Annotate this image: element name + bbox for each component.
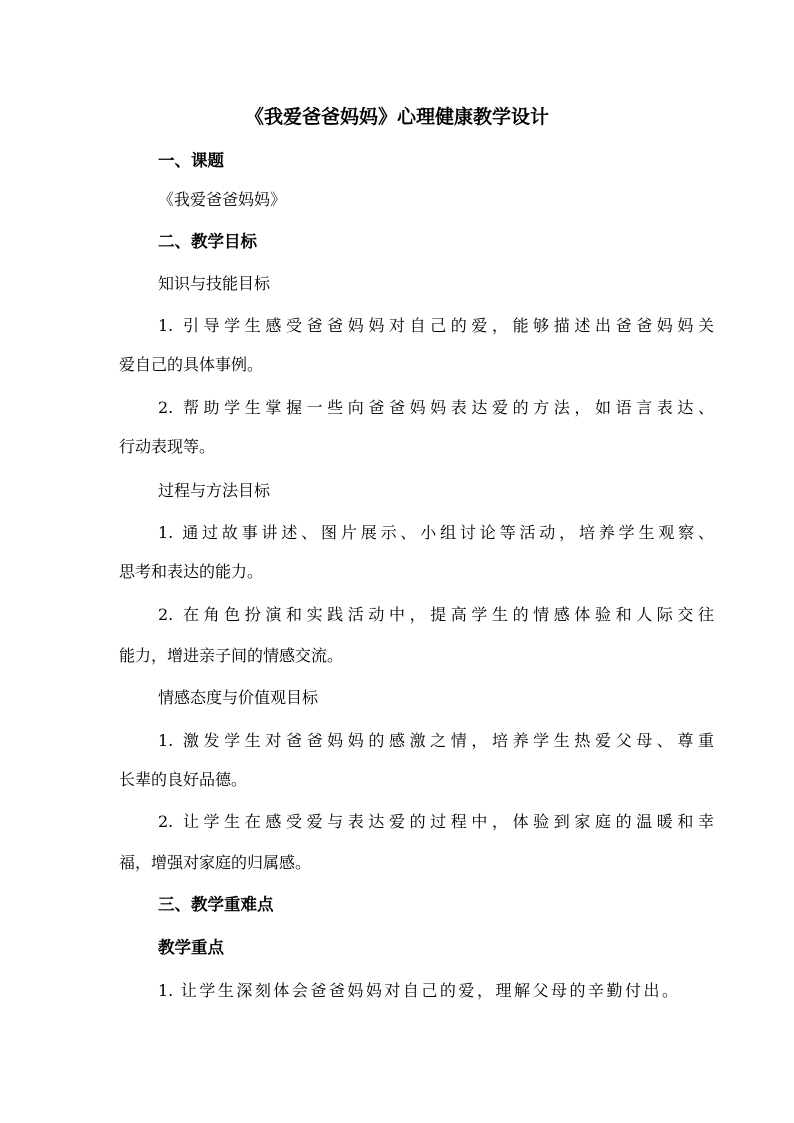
paragraph-line: 1. 引导学生感受爸爸妈妈对自己的爱，能够描述出爸爸妈妈关: [158, 316, 714, 335]
paragraph-line: 能力，增进亲子间的情感交流。: [119, 646, 344, 665]
subheading-emotion-values: 情感态度与价值观目标: [158, 688, 319, 707]
paragraph-line: 2. 在角色扮演和实践活动中，提高学生的情感体验和人际交往: [158, 605, 714, 624]
paragraph-line: 思考和表达的能力。: [119, 562, 264, 581]
paragraph-line: 1. 通过故事讲述、图片展示、小组讨论等活动，培养学生观察、: [158, 523, 714, 542]
section-heading-objectives: 二、教学目标: [158, 232, 257, 251]
subheading-teaching-focus: 教学重点: [158, 938, 224, 957]
paragraph-line: 1. 让学生深刻体会爸爸妈妈对自己的爱，理解父母的辛勤付出。: [158, 981, 678, 1000]
subheading-process-method: 过程与方法目标: [158, 481, 271, 500]
section-heading-key-difficult: 三、教学重难点: [158, 895, 274, 914]
paragraph-line: 爱自己的具体事例。: [119, 355, 264, 374]
paragraph-line: 长辈的良好品德。: [119, 770, 248, 789]
section-heading-topic: 一、课题: [158, 151, 224, 170]
subheading-knowledge-skills: 知识与技能目标: [158, 274, 271, 293]
paragraph-line: 2. 让学生在感受爱与表达爱的过程中，体验到家庭的温暖和幸: [158, 812, 714, 831]
topic-content: 《我爱爸爸妈妈》: [158, 190, 287, 209]
document-title: 《我爱爸爸妈妈》心理健康教学设计: [244, 106, 549, 128]
paragraph-line: 1. 激发学生对爸爸妈妈的感激之情，培养学生热爱父母、尊重: [158, 731, 714, 750]
paragraph-line: 2. 帮助学生掌握一些向爸爸妈妈表达爱的方法，如语言表达、: [158, 398, 714, 417]
paragraph-line: 福，增强对家庭的归属感。: [119, 853, 312, 872]
paragraph-line: 行动表现等。: [119, 437, 216, 456]
